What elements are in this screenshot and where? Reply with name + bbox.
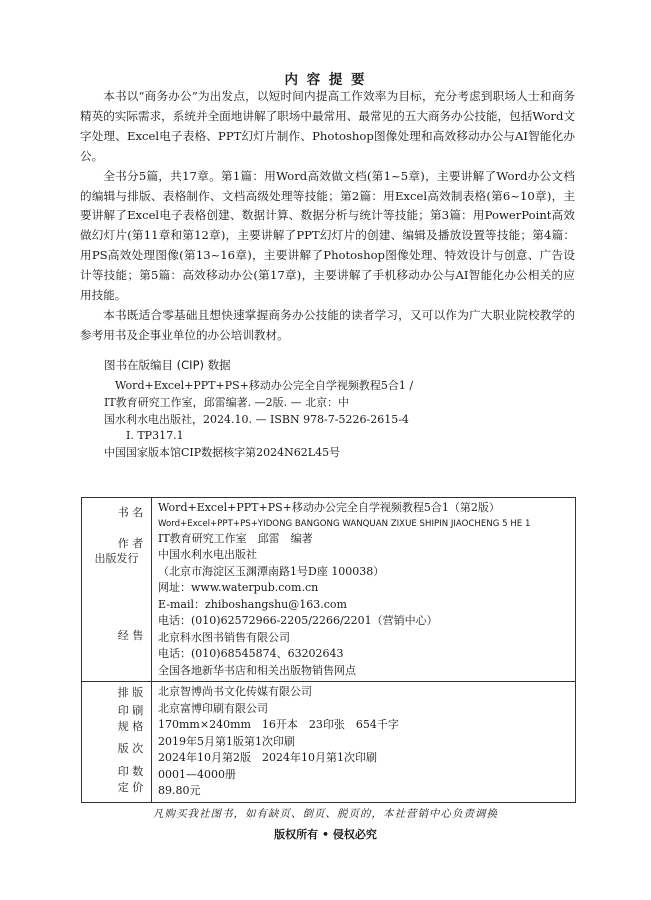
spec: 170mm×240mm 16开本 23印张 654千字 — [158, 718, 399, 731]
distributor-label: 经 售 — [117, 629, 144, 642]
print-run: 0001—4000册 — [158, 767, 236, 781]
summary-title: 内 容 提 要 — [284, 72, 367, 88]
edition-second: 2024年10月第2版 2024年10月第1次印刷 — [158, 751, 377, 764]
publisher-phone: 电话：(010)62572966-2205/2266/2201（营销中心） — [158, 614, 438, 627]
book-title-label: 书 名 — [117, 506, 144, 519]
summary-body — [80, 87, 575, 346]
book-title: Word+Excel+PPT+PS+移动办公完全自学视频教程5合1（第2版） — [158, 501, 500, 514]
cip-line: Word+Excel+PPT+PS+移动办公完全自学视频教程5合1 / — [115, 379, 414, 392]
replacement-notice: 凡购买我社图书，如有缺页、倒页、脱页的，本社营销中心负责调换 — [153, 808, 498, 820]
value-cell — [152, 498, 576, 682]
edition-first: 2019年5月第1版第1次印刷 — [158, 734, 295, 748]
cip-line: 国水利水电出版社，2024.10. — ISBN 978-7-5226-2615-4 — [104, 412, 409, 426]
price-label: 定 价 — [117, 781, 144, 794]
label-cell — [82, 682, 152, 803]
summary-paragraph: 本书以“商务办公”为出发点，以短时间内提高工作效率为目标，充分考虑到职场人士和商务精英的实际需求，系统并全面地讲解了职场中最常用、最常见的五大商务办公技能，包括Word文字处理、Excel电子表格、PPT幻灯片制作、Photoshop图像处理和高效移动办公与AI智能化办公。 — [80, 89, 575, 163]
value-cell — [152, 682, 576, 803]
printing-label: 印 刷 — [117, 704, 144, 717]
label-cell — [82, 498, 152, 682]
spec-label: 规 格 — [117, 720, 144, 733]
book-title-pinyin: Word+Excel+PPT+PS+YIDONG BANGONG WANQUAN ZIXUE SHIPIN JIAOCHENG 5 HE 1 — [158, 518, 531, 529]
publisher-email: E-mail：zhiboshangshu@163.com — [158, 597, 347, 611]
author: IT教育研究工作室 邱雷 编著 — [158, 531, 313, 545]
cip-line: IT教育研究工作室，邱雷编著. —2版. — 北京：中 — [104, 395, 350, 409]
distributor-phone: 电话：(010)68545874、63202643 — [158, 647, 344, 660]
publisher-address: （北京市海淀区玉渊潭南路1号D座 100038） — [158, 564, 385, 578]
publisher-website: 网址：www.waterpub.com.cn — [158, 581, 319, 594]
price: 89.80元 — [158, 784, 201, 797]
cip-heading: 图书在版编目 (CIP) 数据 — [104, 358, 231, 372]
typesetting-label: 排 版 — [117, 686, 144, 699]
publisher: 中国水利水电出版社 — [158, 548, 257, 561]
rights-notice: 版权所有 • 侵权必究 — [274, 828, 377, 841]
distributor: 北京科水图书销售有限公司 — [158, 630, 290, 644]
summary-paragraph: 本书既适合零基础且想快速掌握商务办公技能的读者学习，又可以作为广大职业院校教学的参考用书及企事业单位的办公培训教材。 — [80, 307, 575, 342]
table-row — [82, 682, 576, 803]
cip-line: Ⅰ. TP317.1 — [126, 429, 184, 443]
typesetting: 北京智博尚书文化传媒有限公司 — [158, 685, 312, 698]
summary-paragraph: 全书分5篇，共17章。第1篇：用Word高效做文档(第1~5章)，主要讲解了Word办公文档的编辑与排版、表格制作、文档高级处理等技能；第2篇：用Excel高效制表格(第6~10章)，主要讲解了Excel电子表格创建、数据计算、数据分析与统计等技能；第3篇：用PowerPoint高效做幻灯片(第11章和第12章)，主要讲解了PPT幻灯片的创建、编辑及播放设置等技能；第4篇：用PS高效处理图像(第13~16章)，主要讲解了Photoshop图像处理、特效设计与创意、广告设计等技能；第5篇：高效移动办公(第17章)，主要讲解了手机移动办公与AI智能化办公相关的应用技能。 — [80, 168, 575, 303]
printing: 北京富博印刷有限公司 — [158, 701, 268, 715]
table-row — [82, 498, 576, 682]
author-label: 作 者 — [117, 537, 144, 550]
distributor-network: 全国各地新华书店和相关出版物销售网点 — [158, 663, 356, 677]
publisher-label: 出版发行 — [94, 552, 139, 565]
cip-line: 中国国家版本馆CIP数据核字第2024N62L45号 — [104, 446, 341, 460]
print-run-label: 印 数 — [117, 765, 144, 778]
copyright-table — [81, 497, 576, 803]
edition-label: 版 次 — [117, 742, 144, 755]
cip-block — [104, 378, 414, 462]
